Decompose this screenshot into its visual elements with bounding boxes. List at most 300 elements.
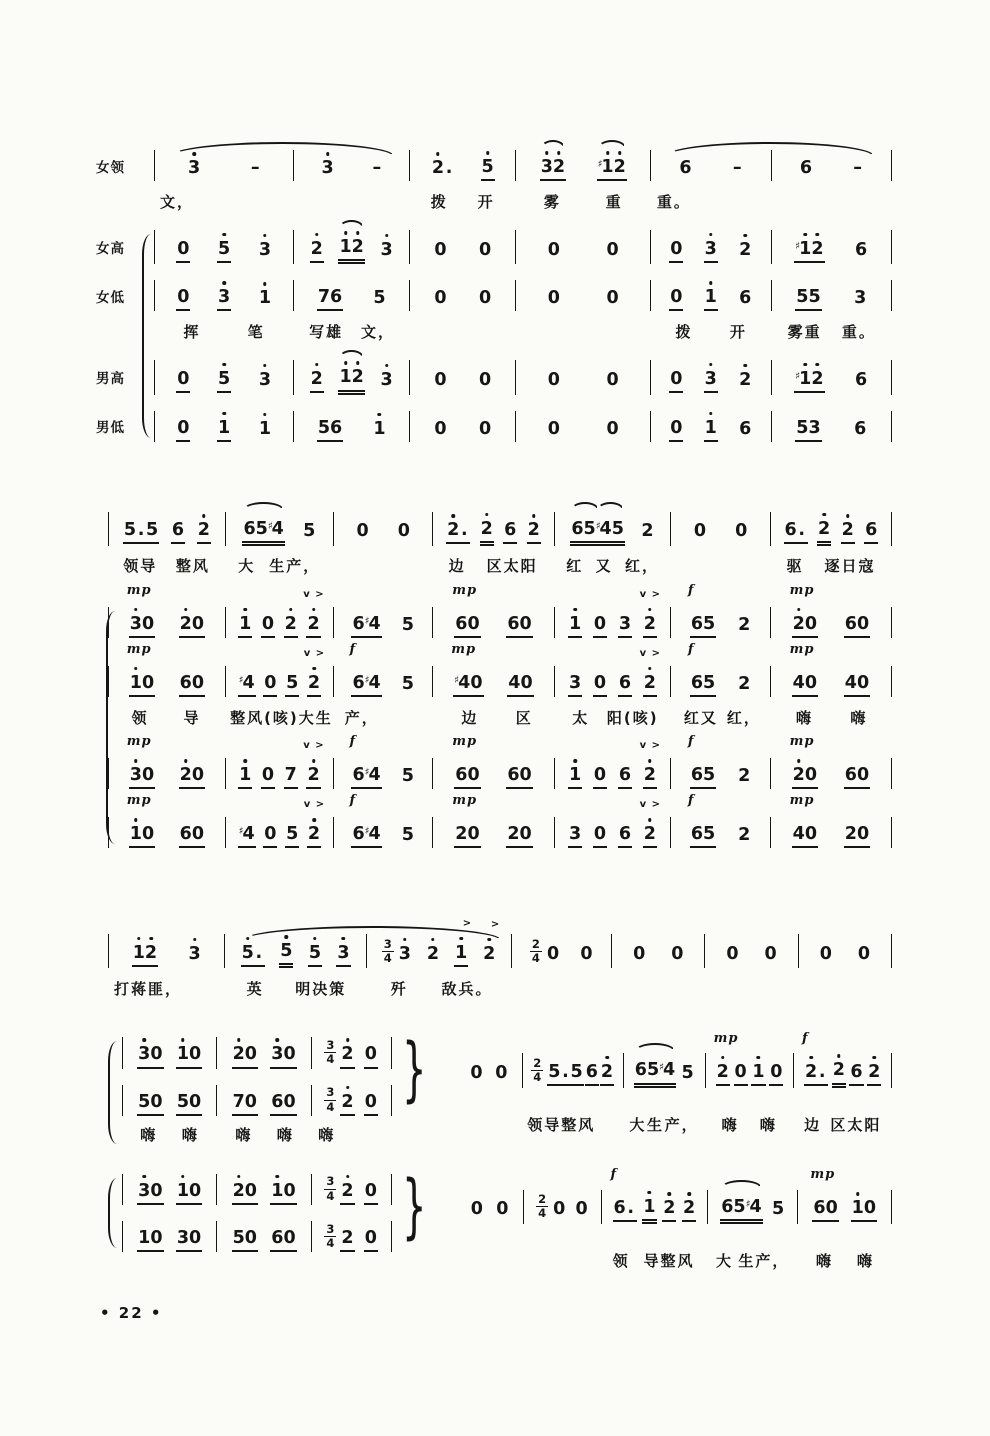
- beam-group: [540, 150, 566, 181]
- beam-group: [751, 1055, 765, 1086]
- octave-dot-above: [485, 513, 489, 517]
- note-group: [433, 281, 447, 310]
- note-char: .: [460, 520, 468, 541]
- lyrics-line: [108, 977, 892, 1001]
- lyrics-row: [108, 555, 892, 579]
- note-group: [217, 362, 231, 393]
- note-group: [597, 150, 627, 181]
- beam-group: [238, 607, 252, 638]
- accent-marks: v >: [303, 799, 326, 811]
- note-group: [849, 1055, 863, 1086]
- lyric-word: 笔: [247, 322, 265, 341]
- time-signature-numerator: 3: [326, 1221, 335, 1236]
- note-group: [401, 667, 415, 696]
- note-char: 0: [364, 1227, 377, 1248]
- accent-marks: v >: [303, 588, 325, 600]
- beam-group: [593, 817, 607, 848]
- beam-group: [632, 937, 646, 966]
- beam-group: [284, 758, 298, 789]
- choir-brace-icon: [108, 1178, 117, 1248]
- note-group: [853, 412, 867, 441]
- lyrics-row: [154, 190, 892, 214]
- note-group: [506, 817, 532, 848]
- note-char: 2: [233, 1181, 245, 1201]
- note-group: [480, 512, 494, 546]
- octave-dot-above: [344, 231, 348, 235]
- beam-group: [364, 1037, 378, 1068]
- note-char: 0: [470, 1062, 483, 1083]
- measures-row: [108, 793, 892, 848]
- measure: [334, 512, 433, 546]
- note-group: [794, 362, 824, 393]
- note-char: 1: [705, 418, 717, 438]
- lyric-cell: [651, 190, 772, 214]
- note-char: 0: [547, 239, 560, 260]
- note-char: 5: [703, 824, 716, 845]
- octave-dot-above: [134, 818, 138, 822]
- measure: [706, 1030, 794, 1087]
- beam-group: [851, 1191, 877, 1222]
- measure: [516, 360, 651, 394]
- measure: [772, 411, 892, 442]
- note-char: 3: [705, 369, 717, 389]
- note-char: 6: [507, 613, 520, 634]
- note-group: [364, 1037, 378, 1068]
- beam-group: [303, 799, 326, 848]
- octave-dot-above: [803, 363, 807, 367]
- lyric-cell: [154, 320, 294, 344]
- lyric-word: 产，: [344, 708, 379, 727]
- lyric-word: 重: [605, 192, 623, 211]
- note-group: [704, 362, 718, 393]
- note-char: 0: [283, 1044, 296, 1065]
- beam-group: [610, 1167, 637, 1222]
- note-group: [639, 588, 661, 638]
- measure: [771, 793, 892, 848]
- beam-group: [284, 607, 298, 638]
- note-group: [506, 607, 532, 638]
- octave-dot-above: [312, 818, 316, 822]
- beam-group: [867, 1055, 881, 1086]
- note-char: 2: [805, 1062, 817, 1082]
- note-char: 0: [479, 239, 492, 260]
- note-group: [261, 758, 275, 789]
- note-char: 5: [218, 369, 230, 389]
- time-signature: [324, 1175, 336, 1202]
- note-char: 6: [850, 1061, 863, 1082]
- beam-group: [682, 1191, 696, 1222]
- note-group: [680, 1056, 694, 1085]
- note-char: .: [445, 158, 453, 178]
- measure: [226, 588, 334, 638]
- note-char: 5: [242, 943, 254, 963]
- note-char: 5: [280, 941, 292, 961]
- octave-dot-above: [243, 759, 247, 763]
- octave-dot-above: [134, 608, 138, 612]
- note-group: [433, 233, 447, 262]
- octave-dot-above: [263, 234, 267, 238]
- lyric-cell: [771, 320, 892, 344]
- sharp-icon: ♯: [238, 674, 244, 686]
- note-char: 6: [179, 824, 192, 845]
- note-char: 6: [618, 672, 632, 693]
- octave-dot-above: [744, 364, 748, 368]
- note-group: [364, 1174, 378, 1205]
- octave-dot-above: [816, 233, 820, 237]
- beam-group: [123, 513, 159, 544]
- note-char: 3: [568, 824, 582, 845]
- note-char: 0: [520, 672, 533, 693]
- note-group: [382, 937, 412, 966]
- note-char: 0: [467, 613, 480, 634]
- lyric-word: 领: [131, 708, 149, 727]
- octave-dot-above: [816, 363, 820, 367]
- note-group: [618, 666, 632, 697]
- note-char: 2: [233, 1044, 245, 1064]
- note-group: [478, 233, 492, 262]
- note-char: 1: [259, 288, 271, 308]
- note-group: [303, 647, 326, 697]
- beam-group: [568, 666, 582, 697]
- beam-group: [639, 647, 661, 697]
- note-group: [446, 513, 470, 544]
- accent-marks: v >: [639, 740, 661, 751]
- measure: [122, 1037, 217, 1068]
- note-group: [176, 1037, 202, 1068]
- beam-group: [547, 233, 561, 262]
- lyric-word: 大: [629, 1116, 647, 1134]
- accent-marks: v >: [639, 588, 661, 600]
- note-group: [137, 1221, 163, 1252]
- note-group: [364, 1085, 378, 1116]
- lyric-word: 雾: [543, 192, 561, 211]
- measure: [108, 934, 225, 968]
- measure: [772, 360, 892, 394]
- note-group: [687, 793, 716, 848]
- beam-group: [585, 1055, 599, 1086]
- note-char: 0: [244, 1044, 257, 1065]
- note-char: 6: [690, 613, 704, 634]
- note-group: [308, 936, 322, 967]
- note-char: 5: [123, 520, 137, 541]
- note-group: [317, 411, 343, 442]
- dynamic-marking: f: [349, 793, 357, 809]
- beam-group: [349, 734, 381, 789]
- measures-row: [122, 1221, 392, 1252]
- beam-group: [454, 917, 473, 967]
- note-char: 2: [868, 1062, 880, 1082]
- octave-dot-above: [346, 1175, 350, 1179]
- note-char: 5: [303, 521, 316, 542]
- note-char: 2: [644, 614, 656, 634]
- measure: [294, 230, 410, 264]
- measure: [705, 934, 798, 968]
- note-char: 2: [341, 1227, 354, 1248]
- sharp-icon: ♯: [364, 674, 370, 686]
- note-group: [720, 1190, 762, 1224]
- measures-row: [154, 280, 892, 311]
- note-char: 5: [255, 518, 268, 539]
- octave-dot-above: [222, 363, 226, 367]
- note-char: 5: [808, 287, 821, 308]
- sharp-icon: ♯: [795, 370, 801, 382]
- measure: [651, 280, 771, 311]
- measure: [516, 280, 651, 311]
- measure: [122, 1085, 217, 1116]
- note-group: [738, 363, 752, 392]
- note-group: [734, 1055, 748, 1086]
- note-char: 0: [364, 1180, 377, 1201]
- note-char: 2: [818, 519, 830, 539]
- note-group: [176, 280, 190, 311]
- beam-group: [261, 758, 275, 789]
- beam-group: [270, 1174, 296, 1205]
- lyric-cell: [771, 706, 892, 730]
- note-char: 4: [792, 824, 805, 845]
- note-char: 4: [368, 613, 381, 634]
- octave-dot-above: [243, 608, 247, 612]
- system-2: [96, 512, 892, 849]
- beam-group: [270, 1221, 296, 1252]
- note-char: 0: [189, 1227, 202, 1248]
- note-group: [478, 281, 492, 310]
- slur-arc: [666, 142, 874, 156]
- note-char: 3: [130, 765, 142, 785]
- beam-group: [687, 793, 716, 848]
- beam-group: [606, 281, 620, 310]
- note-group: [495, 1192, 509, 1221]
- lyrics-line: [96, 320, 892, 344]
- beam-group: [263, 666, 277, 697]
- time-signature: [324, 1086, 336, 1113]
- note-char: 7: [232, 1091, 245, 1112]
- beam-group: [372, 412, 386, 441]
- lyric-word: 整: [230, 708, 248, 727]
- lyric-word: 开: [729, 322, 747, 341]
- octave-dot-above: [557, 151, 561, 155]
- note-group: [687, 582, 716, 638]
- beam-group: [841, 513, 855, 544]
- note-group: [606, 363, 620, 392]
- note-group: [338, 360, 364, 394]
- left-voice-stack: [110, 1174, 392, 1252]
- note-char: 1: [455, 943, 467, 963]
- note-char: 2: [842, 520, 854, 540]
- note-char: 6: [679, 158, 692, 178]
- measure: [312, 1221, 392, 1252]
- octave-dot-above: [822, 513, 826, 517]
- note-group: [639, 647, 661, 697]
- note-group: [364, 1221, 378, 1252]
- note-char: 3: [188, 158, 200, 178]
- measures-row: [456, 1167, 892, 1224]
- note-char: 7: [284, 765, 297, 785]
- beam-group: [232, 1085, 258, 1116]
- note-char: 1: [601, 157, 613, 177]
- note-char: 2: [145, 943, 157, 963]
- beam-group: [734, 1055, 748, 1086]
- note-char: 0: [244, 1227, 257, 1248]
- note-group: [682, 1191, 696, 1222]
- beam-group: [802, 1030, 828, 1086]
- note-char: 5: [482, 157, 494, 177]
- note-group: [217, 280, 231, 311]
- dynamic-marking: mp: [126, 734, 152, 749]
- beam-group: [642, 1190, 656, 1224]
- lyric-word: 开: [477, 192, 495, 211]
- note-char: 0: [546, 943, 560, 964]
- dynamic-marking: mp: [810, 1167, 836, 1183]
- note-char: 5: [401, 673, 414, 694]
- note-char: 5: [401, 614, 414, 635]
- measure: [772, 230, 892, 264]
- note-group: [737, 818, 751, 847]
- note-group: [324, 1174, 354, 1205]
- note-group: [789, 582, 818, 638]
- dynamic-marking: f: [687, 734, 695, 749]
- note-group: [397, 514, 411, 543]
- note-group: [854, 233, 868, 262]
- note-group: [547, 412, 561, 441]
- note-char: 0: [470, 1199, 483, 1220]
- note-char: 5: [286, 824, 299, 845]
- lyric-word: 红，: [726, 708, 761, 727]
- note-char: 0: [606, 418, 619, 439]
- note-char: 1: [852, 1198, 864, 1218]
- note-group: [600, 1055, 614, 1086]
- beam-group: [482, 918, 501, 966]
- beam-group: [844, 758, 870, 789]
- sharp-icon: ♯: [267, 520, 273, 532]
- lyric-cell: [707, 1250, 798, 1274]
- note-char: 1: [339, 367, 351, 387]
- beam-group: [640, 514, 654, 543]
- note-group: [640, 514, 654, 543]
- beam-group: [433, 233, 447, 262]
- beam-group: [789, 793, 818, 848]
- lyric-word: 风(咳)大生: [247, 708, 333, 727]
- note-char: 0: [150, 1044, 163, 1065]
- note-group: [568, 758, 582, 789]
- octave-dot-above: [134, 667, 138, 671]
- note-char: 1: [373, 419, 385, 439]
- note-group: [864, 513, 878, 544]
- dynamic-marking: mp: [451, 641, 477, 657]
- dynamic-marking: mp: [789, 582, 815, 598]
- lyric-cell: [108, 977, 225, 1001]
- beam-group: [634, 1053, 676, 1087]
- note-group: [547, 363, 561, 392]
- measure: [555, 588, 672, 638]
- note-char: 3: [399, 944, 411, 964]
- time-signature-numerator: 2: [533, 1055, 542, 1070]
- note-char: 2: [739, 240, 751, 260]
- beam-group: [349, 641, 381, 697]
- note-group: [737, 608, 751, 637]
- note-char: 1: [569, 614, 581, 634]
- beam-group: [618, 817, 632, 848]
- sharp-icon: ♯: [595, 520, 601, 532]
- note-group: [795, 280, 821, 311]
- note-char: 4: [508, 672, 521, 693]
- note-group: [713, 1030, 739, 1086]
- note-char: 0: [856, 824, 870, 845]
- measure: [217, 1174, 311, 1205]
- note-char: 4: [271, 518, 284, 539]
- measure: [108, 512, 226, 546]
- note-char: 5: [646, 1060, 660, 1081]
- note-char: 0: [434, 418, 447, 439]
- beam-group: [217, 232, 231, 263]
- beam-group: [232, 1174, 258, 1205]
- note-char: 3: [259, 370, 271, 390]
- note-group: [547, 281, 561, 310]
- note-group: [610, 1167, 637, 1222]
- note-group: [380, 233, 394, 262]
- measure: [294, 280, 410, 311]
- beam-group: [258, 412, 272, 441]
- note-group: [478, 363, 492, 392]
- octave-dot-above: [809, 1056, 813, 1060]
- beam-group: [506, 817, 532, 848]
- note-char: 2: [432, 158, 444, 178]
- beam-group: [446, 513, 470, 544]
- beam-group: [481, 150, 495, 181]
- lyrics-line: [456, 1250, 892, 1274]
- note-char: 2: [285, 614, 297, 634]
- lyric-word: 大: [238, 557, 256, 576]
- lyric-word: 导整风: [643, 1252, 695, 1271]
- beam-group: [126, 582, 155, 638]
- note-char: 6: [799, 158, 813, 178]
- note-char: 0: [479, 418, 492, 439]
- beam-group: [713, 1030, 739, 1086]
- note-char: 5: [317, 417, 331, 438]
- lyric-word: 又: [595, 557, 613, 576]
- note-char: 0: [825, 1198, 838, 1219]
- beam-group: [844, 666, 870, 697]
- lyric-cell: [225, 555, 333, 579]
- octave-dot-above: [134, 759, 138, 763]
- note-char: 6: [690, 765, 704, 785]
- note-char: 6: [634, 1060, 647, 1081]
- note-char: 2: [738, 673, 751, 694]
- note-char: 0: [804, 824, 818, 845]
- beam-group: [401, 818, 415, 847]
- measures-row: [108, 582, 892, 638]
- note-char: 6: [613, 1198, 626, 1219]
- note-char: 0: [819, 943, 832, 964]
- note-group: [810, 1167, 838, 1222]
- octave-dot-above: [436, 152, 440, 156]
- octave-dot-above: [648, 608, 652, 612]
- beam-group: [478, 412, 492, 441]
- beam-group: [176, 1085, 202, 1116]
- note-char: 1: [799, 369, 811, 389]
- beam-group: [431, 151, 455, 180]
- beam-group: [606, 412, 620, 441]
- measures-row: [154, 360, 892, 394]
- measure: [771, 641, 892, 697]
- note-group: [303, 799, 326, 848]
- note-char: 6: [854, 418, 867, 439]
- note-group: [232, 1085, 258, 1116]
- note-char: 0: [189, 1044, 202, 1065]
- note-char: 0: [397, 521, 410, 542]
- note-char: 0: [575, 1199, 588, 1220]
- beam-group: [680, 1056, 694, 1085]
- beam-group: [547, 363, 561, 392]
